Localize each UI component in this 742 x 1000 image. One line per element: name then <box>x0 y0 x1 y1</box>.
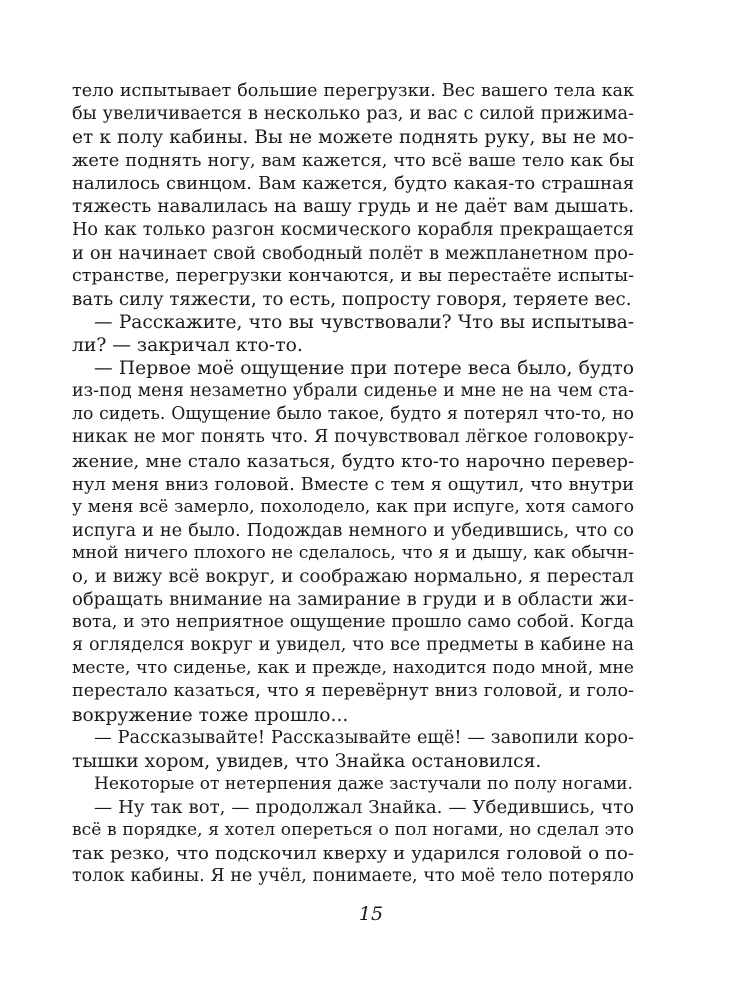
text-line: — Ну так вот, — продолжал Знайка. — Убедившись, что <box>94 796 634 818</box>
text-line: ли? — закричал кто-то. <box>72 335 303 357</box>
text-line: всё в порядке, я хотел опереться о пол ногами, но сделал это <box>72 820 634 840</box>
text-line: так резко, что подскочил кверху и ударился головой о по- <box>72 843 634 865</box>
text-line: у меня всё замерло, похолодело, как при испуге, хотя самого <box>72 496 634 517</box>
text-line: нул меня вниз головой. Вместе с тем я ощутил, что внутри <box>72 473 634 495</box>
text-line: бы увеличивается в несколько раз, и вас с силой прижима- <box>72 104 634 125</box>
text-line: никак не мог понять что. Я почувствовал лёгкое головокру- <box>72 427 634 448</box>
text-line: жете поднять ногу, вам кажется, что всё ваше тело как бы <box>72 150 634 172</box>
text-line: месте, что сиденье, как и прежде, находится подо мной, мне <box>72 658 634 679</box>
text-line: вать силу тяжести, то есть, попросту говоря, теряете вес. <box>72 288 632 310</box>
text-line: странстве, перегрузки кончаются, и вы перестаёте испыты- <box>72 265 634 286</box>
page-number: 15 <box>358 903 384 925</box>
text-line: ет к полу кабины. Вы не можете поднять руку, вы не мо- <box>72 127 634 149</box>
text-line: — Рассказывайте! Рассказывайте ещё! — завопили коро- <box>94 727 634 748</box>
text-line: ло сидеть. Ощущение было такое, будто я потерял что-то, но <box>72 404 634 425</box>
text-line: — Первое моё ощущение при потере веса было, будто <box>94 358 634 380</box>
text-line: испуга и не было. Подождав немного и убедившись, что со <box>72 519 634 541</box>
text-line: перестало казаться, что я перевёрнут вниз головой, и голо- <box>72 681 634 702</box>
text-line: Но как только разгон космического корабля прекращается <box>72 219 634 240</box>
text-line: мной ничего плохого не сделалось, что я и дышу, как обычн- <box>72 542 634 563</box>
text-line: вокружение тоже прошло... <box>72 704 349 726</box>
text-line: и он начинает свой свободный полёт в межпланетном про- <box>72 242 634 264</box>
text-line: Некоторые от нетерпения даже застучали по полу ногами. <box>94 773 633 794</box>
text-line: я огляделся вокруг и увидел, что все предметы в кабине на <box>72 635 634 656</box>
text-line: тело испытывает большие перегрузки. Вес вашего тела как <box>72 81 634 101</box>
text-line: тяжесть навалилась на вашу грудь и не даёт вам дышать. <box>72 196 634 218</box>
text-line: вота, и это неприятное ощущение прошло само собой. Когда <box>72 612 634 633</box>
text-line: толок кабины. Я не учёл, понимаете, что моё тело потеряло <box>72 866 634 887</box>
text-line: из-под меня незаметно убрали сиденье и мне не на чем ста- <box>72 381 634 402</box>
text-line: жение, мне стало казаться, будто кто-то нарочно перевер- <box>72 450 634 472</box>
text-line: налилось свинцом. Вам кажется, будто какая-то страшная <box>72 173 634 195</box>
body-text <box>72 80 634 888</box>
text-line: тышки хором, увидев, что Знайка остановился. <box>72 750 542 772</box>
text-line: о, и вижу всё вокруг, и соображаю нормально, я перестал <box>72 565 634 587</box>
text-line: обращать внимание на замирание в груди и в области жи- <box>72 589 634 611</box>
text-line: — Расскажите, что вы чувствовали? Что вы испытыва- <box>94 311 634 333</box>
